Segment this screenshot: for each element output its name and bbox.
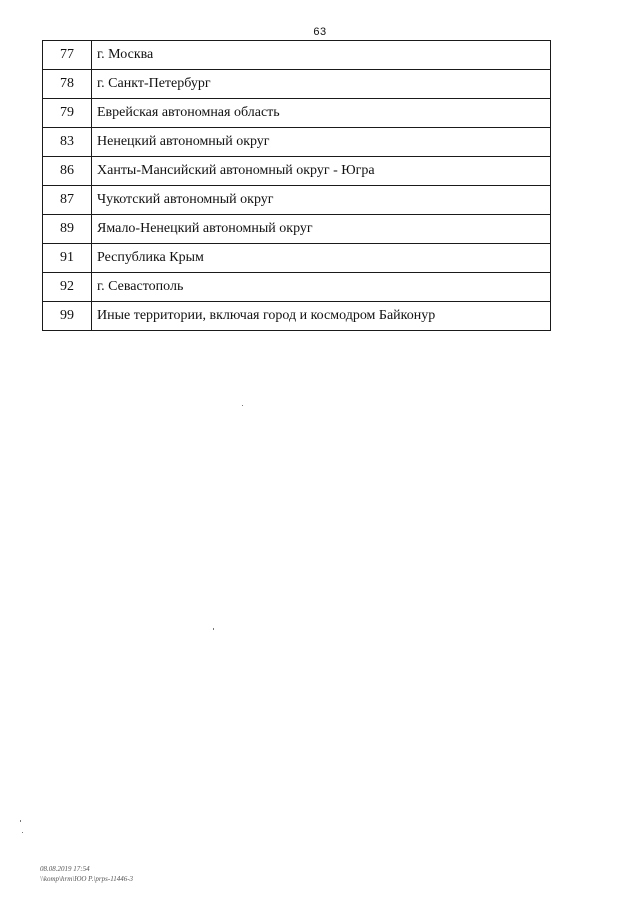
regions-table	[42, 40, 551, 331]
table-row	[43, 41, 551, 70]
table-row	[43, 244, 551, 273]
region-name: Ямало-Ненецкий автономный округ	[92, 215, 551, 244]
table-row	[43, 70, 551, 99]
table-row	[43, 273, 551, 302]
region-code: 79	[43, 99, 92, 128]
region-name: г. Санкт-Петербург	[92, 70, 551, 99]
region-code: 78	[43, 70, 92, 99]
table-row	[43, 128, 551, 157]
table-row	[43, 215, 551, 244]
region-name: Иные территории, включая город и космодром Байконур	[92, 302, 551, 331]
region-code: 86	[43, 157, 92, 186]
scan-speck	[20, 820, 21, 822]
region-name: Республика Крым	[92, 244, 551, 273]
scan-speck	[213, 628, 214, 630]
region-code: 83	[43, 128, 92, 157]
region-code: 77	[43, 41, 92, 70]
scan-speck	[22, 832, 23, 833]
region-code: 99	[43, 302, 92, 331]
region-code: 92	[43, 273, 92, 302]
region-name: Еврейская автономная область	[92, 99, 551, 128]
table-row	[43, 302, 551, 331]
region-name: г. Севастополь	[92, 273, 551, 302]
region-code: 89	[43, 215, 92, 244]
region-code: 91	[43, 244, 92, 273]
region-name: Чукотский автономный округ	[92, 186, 551, 215]
region-code: 87	[43, 186, 92, 215]
region-name: г. Москва	[92, 41, 551, 70]
document-footer	[40, 864, 133, 884]
region-name: Ненецкий автономный округ	[92, 128, 551, 157]
footer-file-path: \\komp\hrm\ЮО Р.\prps-11446-3	[40, 875, 134, 883]
region-name: Ханты-Мансийский автономный округ - Югра	[92, 157, 551, 186]
table-row	[43, 157, 551, 186]
table-row	[43, 99, 551, 128]
table-row	[43, 186, 551, 215]
page-number: 63	[313, 26, 327, 38]
scan-speck	[242, 405, 243, 406]
footer-date: 08.08.2019 17:54	[40, 865, 90, 873]
